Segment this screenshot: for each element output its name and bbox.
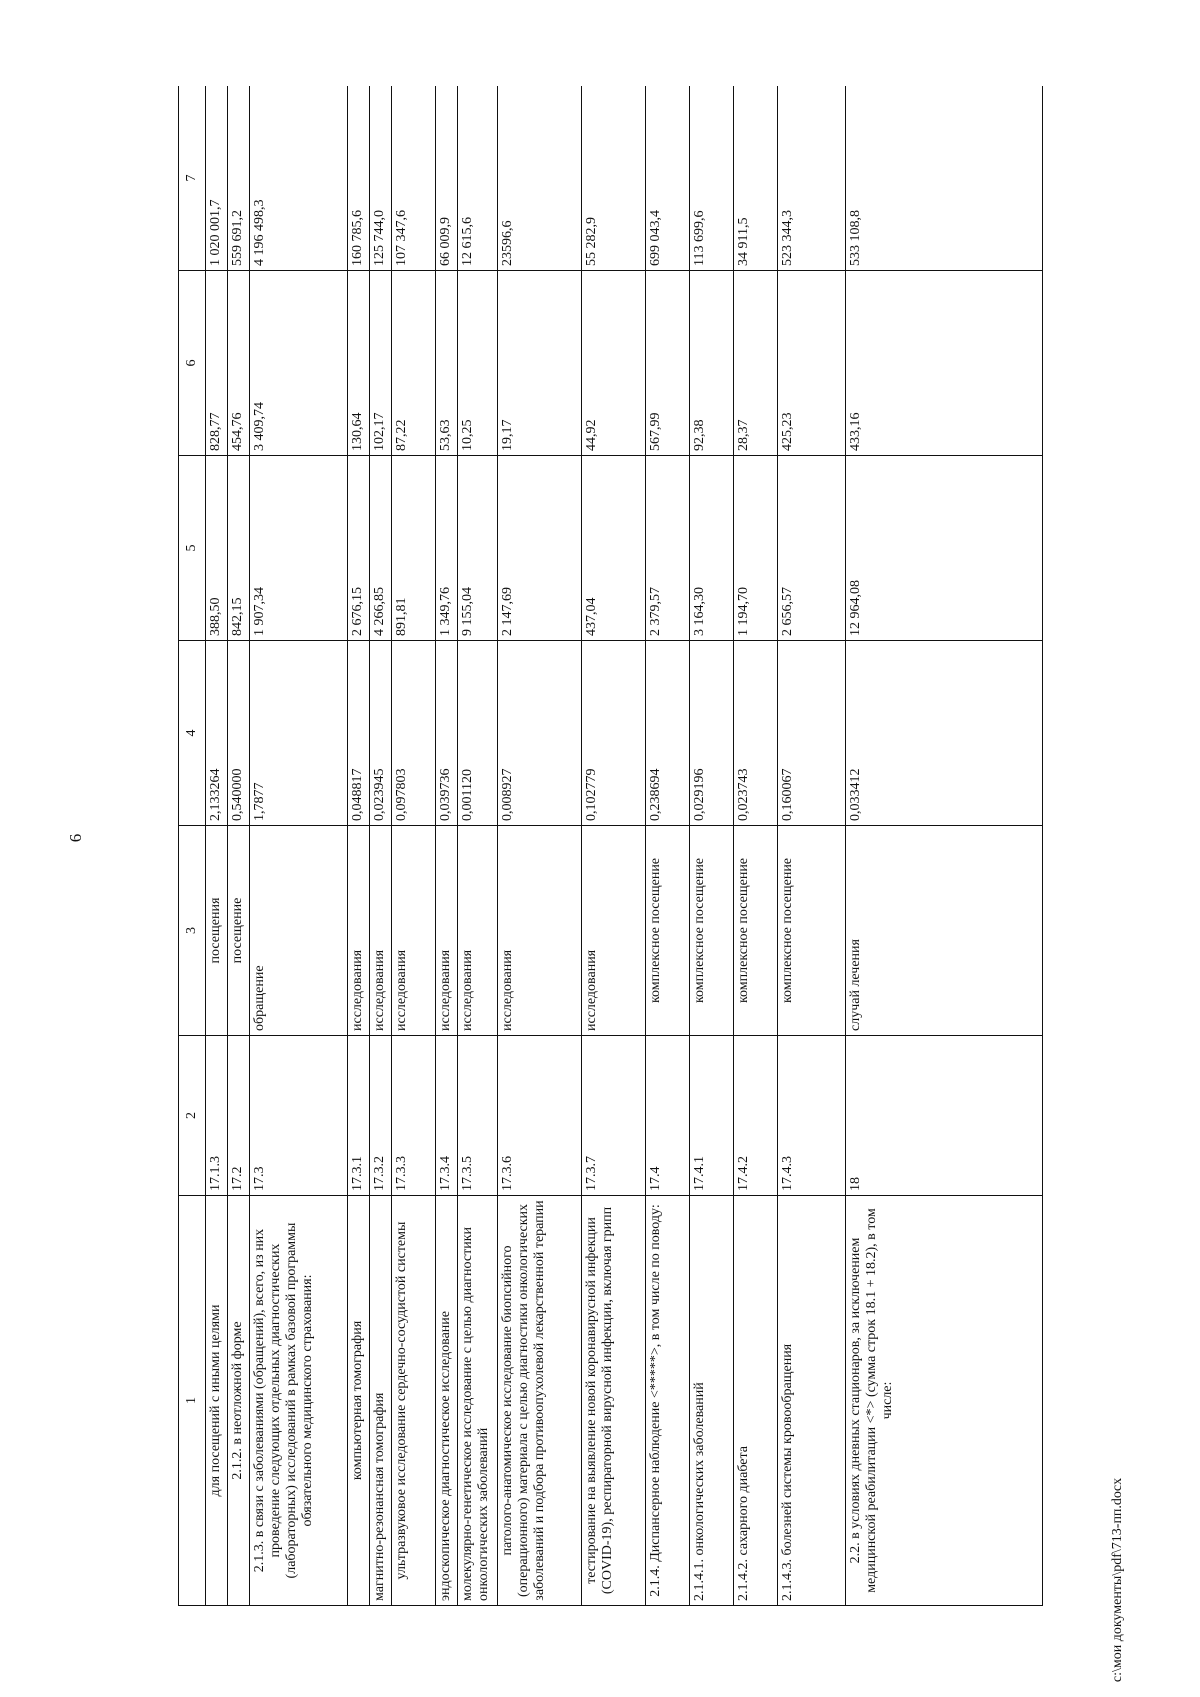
page-number: 6 [66, 833, 85, 843]
header-cell-1: 1 [179, 1196, 206, 1606]
table-row [846, 86, 1043, 1606]
table-row [778, 86, 846, 1606]
row-unit: комплексное посещение [778, 826, 846, 1036]
table-row [690, 86, 734, 1606]
row-name: эндоскопическое диагностическое исследование [436, 1196, 458, 1606]
row-col4: 0,238694 [646, 641, 690, 826]
row-col4: 2,133264 [206, 641, 228, 826]
row-col6: 567,99 [646, 271, 690, 456]
row-col4: 0,008927 [498, 641, 582, 826]
row-code: 17.3.1 [348, 1036, 370, 1196]
table-row [370, 86, 392, 1606]
row-code: 17.3.2 [370, 1036, 392, 1196]
row-col5: 842,15 [228, 456, 250, 641]
table-row [436, 86, 458, 1606]
row-name: 2.1.2. в неотложной форме [228, 1196, 250, 1606]
row-col5: 2 379,57 [646, 456, 690, 641]
row-col7: 66 009,9 [436, 86, 458, 271]
row-unit: исследования [582, 826, 646, 1036]
row-unit: комплексное посещение [646, 826, 690, 1036]
row-code: 17.4 [646, 1036, 690, 1196]
row-col4: 0,023743 [734, 641, 778, 826]
row-name: 2.2. в условиях дневных стационаров, за исключением медицинской реабилитации <*> (сумма строк 18.1 + 18.2), в том числе: [846, 1196, 1043, 1606]
row-name: магнитно-резонансная томография [370, 1196, 392, 1606]
row-col6: 10,25 [458, 271, 498, 456]
row-code: 17.1.3 [206, 1036, 228, 1196]
table-row [498, 86, 582, 1606]
header-cell-5: 5 [179, 456, 206, 641]
row-col7: 107 347,6 [392, 86, 436, 271]
row-unit: исследования [348, 826, 370, 1036]
header-cell-2: 2 [179, 1036, 206, 1196]
row-col6: 433,16 [846, 271, 1043, 456]
row-code: 17.3 [250, 1036, 348, 1196]
row-unit: посещения [206, 826, 228, 1036]
row-col4: 0,097803 [392, 641, 436, 826]
row-name: компьютерная томография [348, 1196, 370, 1606]
header-cell-4: 4 [179, 641, 206, 826]
row-name: молекулярно-генетическое исследование с целью диагностики онкологических заболеваний [458, 1196, 498, 1606]
row-col4: 0,039736 [436, 641, 458, 826]
row-name: 2.1.3. в связи с заболеваниями (обращений), всего, из них проведение следующих отдельных диагностических (лабораторных) исследований в рамках базовой программы обязательного медицинского страхования: [250, 1196, 348, 1606]
footer-file-path: c:\мои документы\pdf\713-пп.docx [1110, 1477, 1125, 1683]
row-unit: исследования [498, 826, 582, 1036]
row-col6: 3 409,74 [250, 271, 348, 456]
row-col4: 0,048817 [348, 641, 370, 826]
row-unit: исследования [370, 826, 392, 1036]
row-col5: 1 349,76 [436, 456, 458, 641]
row-col5: 891,81 [392, 456, 436, 641]
row-col5: 1 194,70 [734, 456, 778, 641]
header-cell-7: 7 [179, 86, 206, 271]
row-col4: 0,540000 [228, 641, 250, 826]
row-col7: 523 344,3 [778, 86, 846, 271]
row-col6: 87,22 [392, 271, 436, 456]
row-col4: 0,033412 [846, 641, 1043, 826]
row-col6: 454,76 [228, 271, 250, 456]
row-col5: 2 656,57 [778, 456, 846, 641]
row-col7: 160 785,6 [348, 86, 370, 271]
row-col7: 113 699,6 [690, 86, 734, 271]
header-cell-6: 6 [179, 271, 206, 456]
row-unit: обращение [250, 826, 348, 1036]
row-col6: 425,23 [778, 271, 846, 456]
table-row [348, 86, 370, 1606]
row-code: 17.4.3 [778, 1036, 846, 1196]
row-code: 17.4.1 [690, 1036, 734, 1196]
row-col4: 0,001120 [458, 641, 498, 826]
row-code: 17.3.3 [392, 1036, 436, 1196]
row-col5: 9 155,04 [458, 456, 498, 641]
row-unit: исследования [458, 826, 498, 1036]
row-unit: исследования [392, 826, 436, 1036]
table-row [646, 86, 690, 1606]
row-code: 17.4.2 [734, 1036, 778, 1196]
row-name: 2.1.4.1. онкологических заболеваний [690, 1196, 734, 1606]
row-code: 17.3.4 [436, 1036, 458, 1196]
data-table [178, 86, 1043, 1606]
row-col5: 1 907,34 [250, 456, 348, 641]
table-row [458, 86, 498, 1606]
row-unit: комплексное посещение [734, 826, 778, 1036]
row-col7: 55 282,9 [582, 86, 646, 271]
row-col7: 559 691,2 [228, 86, 250, 271]
row-col6: 130,64 [348, 271, 370, 456]
row-name: 2.1.4.2. сахарного диабета [734, 1196, 778, 1606]
row-col6: 102,17 [370, 271, 392, 456]
rotated-table-container [178, 86, 1043, 1606]
row-col4: 1,7877 [250, 641, 348, 826]
row-unit: посещение [228, 826, 250, 1036]
row-col7: 23596,6 [498, 86, 582, 271]
table-row [250, 86, 348, 1606]
row-col7: 699 043,4 [646, 86, 690, 271]
row-unit: комплексное посещение [690, 826, 734, 1036]
row-name: патолого-анатомическое исследование биопсийного (операционного) материала с целью диагностики онкологических заболеваний и подбора противоопухолевой лекарственной терапии [498, 1196, 582, 1606]
row-col7: 4 196 498,3 [250, 86, 348, 271]
row-col7: 34 911,5 [734, 86, 778, 271]
row-col6: 19,17 [498, 271, 582, 456]
row-code: 17.3.7 [582, 1036, 646, 1196]
row-name: ультразвуковое исследование сердечно-сосудистой системы [392, 1196, 436, 1606]
row-col5: 3 164,30 [690, 456, 734, 641]
row-col5: 388,50 [206, 456, 228, 641]
row-col6: 53,63 [436, 271, 458, 456]
row-col5: 437,04 [582, 456, 646, 641]
rotated-page-area [178, 86, 1043, 1606]
table-row [206, 86, 228, 1606]
row-code: 17.3.5 [458, 1036, 498, 1196]
row-col5: 2 676,15 [348, 456, 370, 641]
row-col6: 28,37 [734, 271, 778, 456]
row-name: 2.1.4.3. болезней системы кровообращения [778, 1196, 846, 1606]
row-col4: 0,160067 [778, 641, 846, 826]
table-row [228, 86, 250, 1606]
row-name: для посещений с иными целями [206, 1196, 228, 1606]
row-col5: 12 964,08 [846, 456, 1043, 641]
row-code: 17.3.6 [498, 1036, 582, 1196]
row-col5: 4 266,85 [370, 456, 392, 641]
header-row [179, 86, 206, 1606]
row-col4: 0,023945 [370, 641, 392, 826]
row-col6: 828,77 [206, 271, 228, 456]
table-row [582, 86, 646, 1606]
header-cell-3: 3 [179, 826, 206, 1036]
row-col7: 533 108,8 [846, 86, 1043, 271]
row-col7: 12 615,6 [458, 86, 498, 271]
table-row [734, 86, 778, 1606]
row-unit: исследования [436, 826, 458, 1036]
row-col7: 1 020 001,7 [206, 86, 228, 271]
row-unit: случай лечения [846, 826, 1043, 1036]
row-col6: 44,92 [582, 271, 646, 456]
row-col7: 125 744,0 [370, 86, 392, 271]
row-name: 2.1.4. Диспансерное наблюдение <*****>, в том числе по поводу: [646, 1196, 690, 1606]
table-row [392, 86, 436, 1606]
row-col5: 2 147,69 [498, 456, 582, 641]
row-code: 18 [846, 1036, 1043, 1196]
row-col6: 92,38 [690, 271, 734, 456]
row-col4: 0,029196 [690, 641, 734, 826]
row-code: 17.2 [228, 1036, 250, 1196]
row-col4: 0,102779 [582, 641, 646, 826]
row-name: тестирование на выявление новой коронавирусной инфекции (COVID-19), респираторной вирусной инфекции, включая грипп [582, 1196, 646, 1606]
